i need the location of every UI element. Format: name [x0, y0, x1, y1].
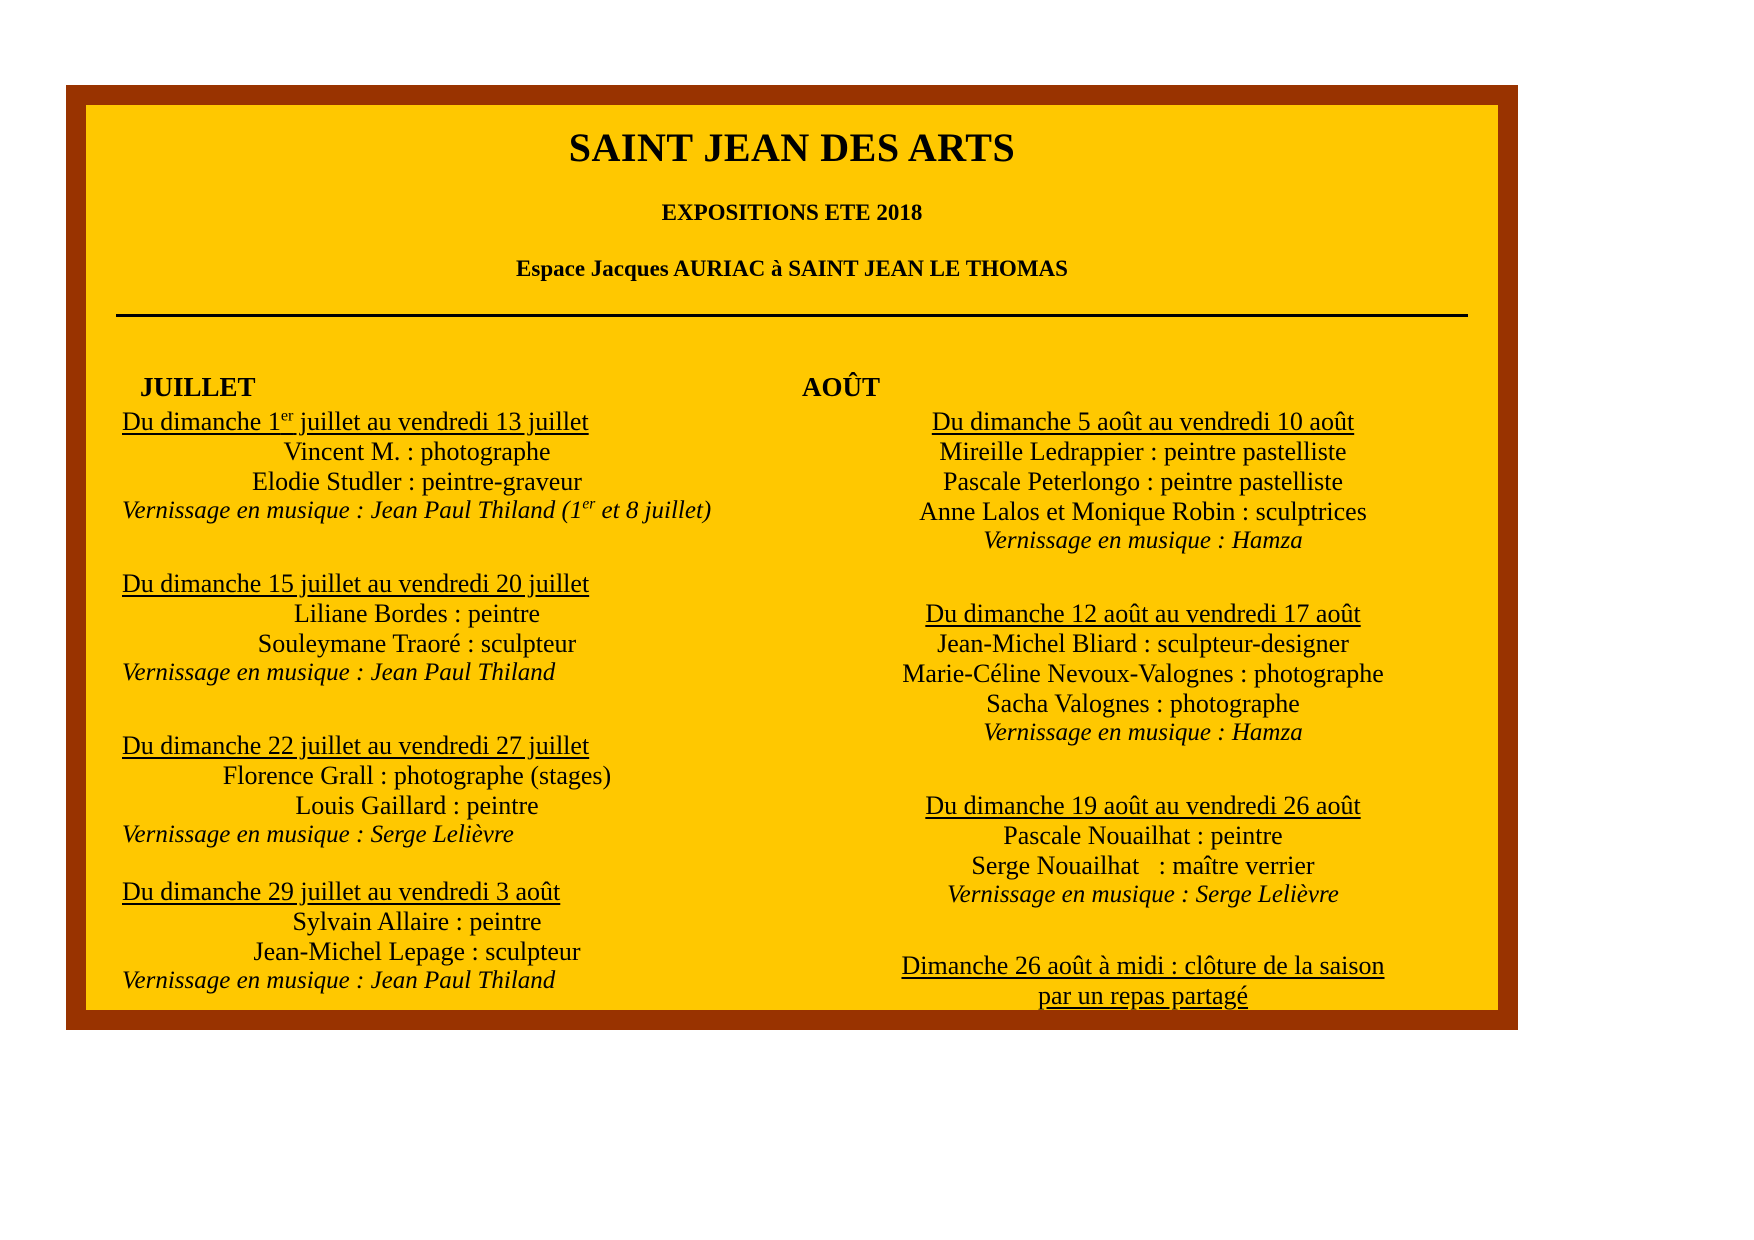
poster-inner — [86, 105, 1498, 1010]
artist-line: Elodie Studler : peintre-graveur — [252, 467, 582, 496]
month-heading-august: AOÛT — [802, 372, 881, 402]
vernissage-line: Vernissage en musique : Jean Paul Thiland — [122, 967, 556, 994]
vernissage-line — [122, 497, 792, 525]
vernissage-suffix: et 8 juillet) — [595, 497, 712, 524]
page-title: SAINT JEAN DES ARTS — [568, 125, 1016, 170]
artist-line: Marie-Céline Nevoux-Valognes : photographe — [902, 659, 1384, 688]
artist-line: Louis Gaillard : peintre — [295, 791, 539, 820]
vernissage-prefix: Vernissage en musique : Jean Paul Thiland (1 — [122, 497, 583, 524]
vernissage-line: Vernissage en musique : Serge Lelièvre — [947, 881, 1339, 908]
vernissage-line: Vernissage en musique : Serge Lelièvre — [122, 821, 514, 848]
artist-line: Souleymane Traoré : sculpteur — [257, 629, 577, 658]
closing-line-2: par un repas partagé — [1037, 981, 1249, 1010]
artist-line: Anne Lalos et Monique Robin : sculptrices — [919, 497, 1367, 526]
period-dates: Du dimanche 19 août au vendredi 26 août — [925, 791, 1361, 820]
vernissage-line: Vernissage en musique : Jean Paul Thiland — [122, 659, 556, 686]
period-block — [122, 569, 792, 687]
artist-line: Florence Grall : photographe (stages) — [222, 761, 612, 790]
artist-line: Jean-Michel Lepage : sculpteur — [253, 937, 581, 966]
vernissage-line: Vernissage en musique : Hamza — [983, 527, 1303, 554]
period-dates: Du dimanche 15 juillet au vendredi 20 juillet — [122, 569, 590, 598]
period-dates: Du dimanche 12 août au vendredi 17 août — [925, 599, 1361, 628]
period-dates-suffix: juillet au vendredi 13 juillet — [293, 407, 589, 436]
poster-header — [86, 105, 1498, 317]
header-divider — [116, 314, 1468, 317]
artist-line: Mireille Ledrappier : peintre pastelliste — [939, 437, 1347, 466]
artist-line: Serge Nouailhat : maître verrier — [971, 851, 1315, 880]
period-block — [802, 407, 1484, 555]
closing-block — [802, 951, 1484, 1011]
period-dates: Du dimanche 5 août au vendredi 10 août — [931, 407, 1355, 436]
column-july — [100, 372, 792, 1023]
closing-line-1: Dimanche 26 août à midi : clôture de la saison — [901, 951, 1385, 980]
schedule-columns — [86, 372, 1498, 1023]
period-dates-prefix: Du dimanche 1 — [122, 407, 281, 436]
period-block — [122, 407, 792, 525]
period-dates: Du dimanche 22 juillet au vendredi 27 juillet — [122, 731, 590, 760]
artist-line: Pascale Peterlongo : peintre pastelliste — [943, 467, 1343, 496]
period-dates — [122, 407, 792, 437]
poster-frame — [66, 85, 1518, 1030]
period-block — [122, 731, 792, 849]
period-dates: Du dimanche 29 juillet au vendredi 3 août — [122, 877, 561, 906]
artist-line: Jean-Michel Bliard : sculpteur-designer — [937, 629, 1349, 658]
month-heading-july: JUILLET — [140, 372, 256, 402]
period-block — [802, 599, 1484, 747]
artist-line: Vincent M. : photographe — [283, 437, 551, 466]
column-august — [792, 372, 1484, 1023]
artist-line: Sacha Valognes : photographe — [986, 689, 1300, 718]
period-block — [802, 791, 1484, 909]
poster-venue: Espace Jacques AURIAC à SAINT JEAN LE THOMAS — [516, 256, 1068, 281]
period-dates-superscript: er — [280, 407, 294, 425]
vernissage-line: Vernissage en musique : Hamza — [983, 719, 1303, 746]
artist-line: Sylvain Allaire : peintre — [292, 907, 542, 936]
artist-line: Liliane Bordes : peintre — [293, 599, 541, 628]
vernissage-superscript: er — [582, 495, 596, 513]
artist-line: Pascale Nouailhat : peintre — [1003, 821, 1283, 850]
period-block — [122, 877, 792, 995]
poster-subtitle: EXPOSITIONS ETE 2018 — [661, 200, 923, 225]
